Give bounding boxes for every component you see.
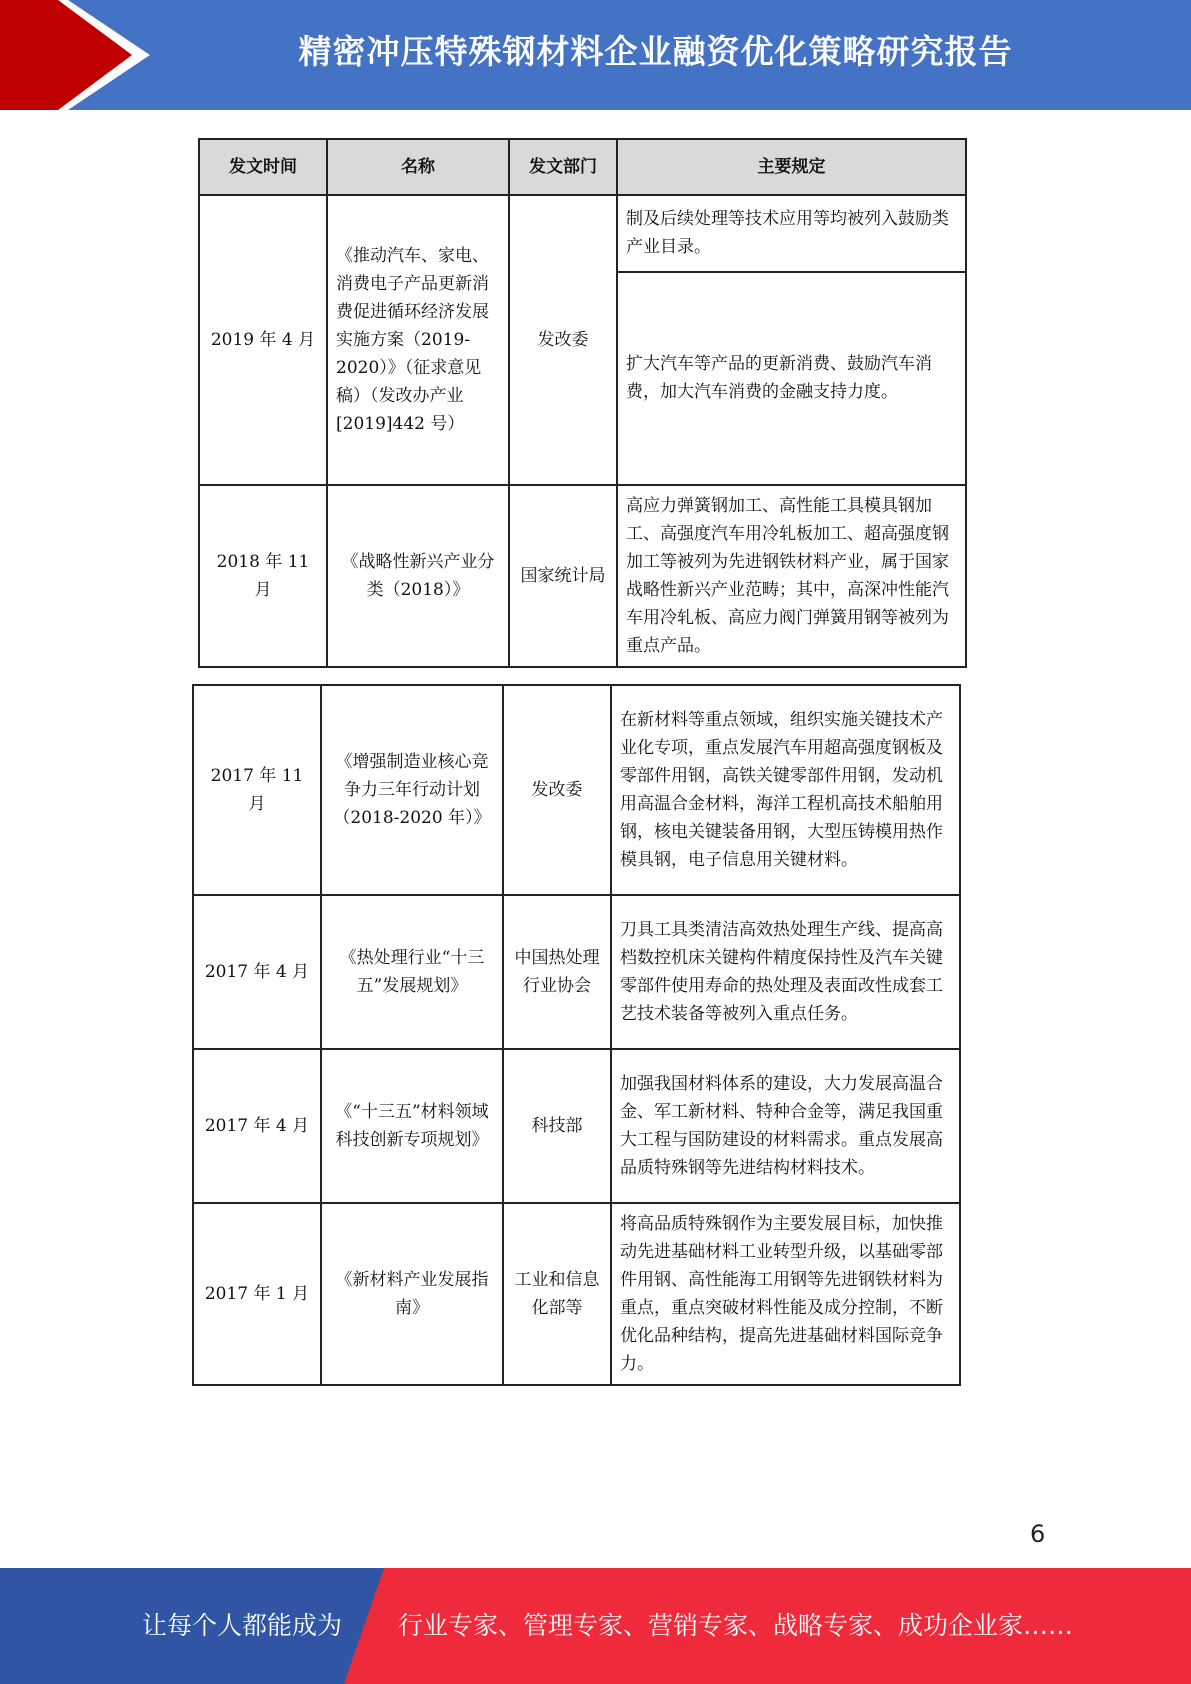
header-arrow-graphic [0,0,150,110]
table-row [193,1049,960,1203]
cell-rule: 加强我国材料体系的建设，大力发展高温合金、军工新材料、特种合金等，满足我国重大工程与国防建设的材料需求。重点发展高品质特殊钢等先进结构材料技术。 [611,1049,960,1203]
cell-date: 2019 年 4 月 [199,195,327,485]
column-header-dept: 发文部门 [509,139,617,195]
cell-date: 2017 年 11 月 [193,685,321,895]
cell-rule: 高应力弹簧钢加工、高性能工具模具钢加工、高强度汽车用冷轧板加工、超高强度钢加工等被列为先进钢铁材料产业，属于国家战略性新兴产业范畴；其中，高深冲性能汽车用冷轧板、高应力阀门弹簧用钢等被列为重点产品。 [617,485,966,667]
cell-dept: 科技部 [503,1049,611,1203]
cell-rule: 将高品质特殊钢作为主要发展目标，加快推动先进基础材料工业转型升级，以基础零部件用钢、高性能海工用钢等先进钢铁材料为重点，重点突破材料性能及成分控制，不断优化品种结构，提高先进基础材料国际竞争力。 [611,1203,960,1385]
cell-name: 《热处理行业“十三五”发展规划》 [321,895,503,1049]
cell-dept: 中国热处理行业协会 [503,895,611,1049]
table-row [199,485,966,667]
column-header-rules: 主要规定 [617,139,966,195]
policy-table-1 [198,138,967,668]
cell-date: 2017 年 4 月 [193,895,321,1049]
column-header-date: 发文时间 [199,139,327,195]
page-number: 6 [1030,1520,1046,1548]
cell-name: 《新材料产业发展指南》 [321,1203,503,1385]
footer-slogan-left: 让每个人都能成为 [142,1611,343,1640]
cell-rule: 刀具工具类清洁高效热处理生产线、提高高档数控机床关键构件精度保持性及汽车关键零部件使用寿命的热处理及表面改性成套工艺技术装备等被列入重点任务。 [611,895,960,1049]
cell-date: 2018 年 11 月 [199,485,327,667]
cell-dept: 发改委 [503,685,611,895]
cell-rule-continued: 制及后续处理等技术应用等均被列入鼓励类产业目录。 [617,195,966,272]
cell-rule: 扩大汽车等产品的更新消费、鼓励汽车消费，加大汽车消费的金融支持力度。 [617,272,966,485]
table-row [193,685,960,895]
column-header-name: 名称 [327,139,509,195]
cell-date: 2017 年 1 月 [193,1203,321,1385]
table-row [193,895,960,1049]
policy-table-2 [192,684,961,1386]
cell-rule: 在新材料等重点领域，组织实施关键技术产业化专项，重点发展汽车用超高强度钢板及零部件用钢，高铁关键零部件用钢，发动机用高温合金材料，海洋工程机高技术船舶用钢，核电关键装备用钢，大型压铸模用热作模具钢，电子信息用关键材料。 [611,685,960,895]
report-title: 精密冲压特殊钢材料企业融资优化策略研究报告 [298,32,1013,71]
table-row [193,1203,960,1385]
cell-dept: 国家统计局 [509,485,617,667]
page-header [0,0,1191,110]
cell-name: 《战略性新兴产业分类（2018）》 [327,485,509,667]
cell-date: 2017 年 4 月 [193,1049,321,1203]
cell-name: 《推动汽车、家电、消费电子产品更新消费促进循环经济发展实施方案（2019-2020）》（征求意见稿）（发改办产业[2019]442 号） [327,195,509,485]
cell-name: 《“十三五”材料领域科技创新专项规划》 [321,1049,503,1203]
table-row [199,195,966,272]
cell-dept: 工业和信息化部等 [503,1203,611,1385]
cell-dept: 发改委 [509,195,617,485]
cell-name: 《增强制造业核心竞争力三年行动计划（2018-2020 年）》 [321,685,503,895]
table-header-row [199,139,966,195]
footer-slogan-right: 行业专家、管理专家、营销专家、战略专家、成功企业家…… [398,1611,1074,1640]
page-footer [0,1568,1191,1684]
